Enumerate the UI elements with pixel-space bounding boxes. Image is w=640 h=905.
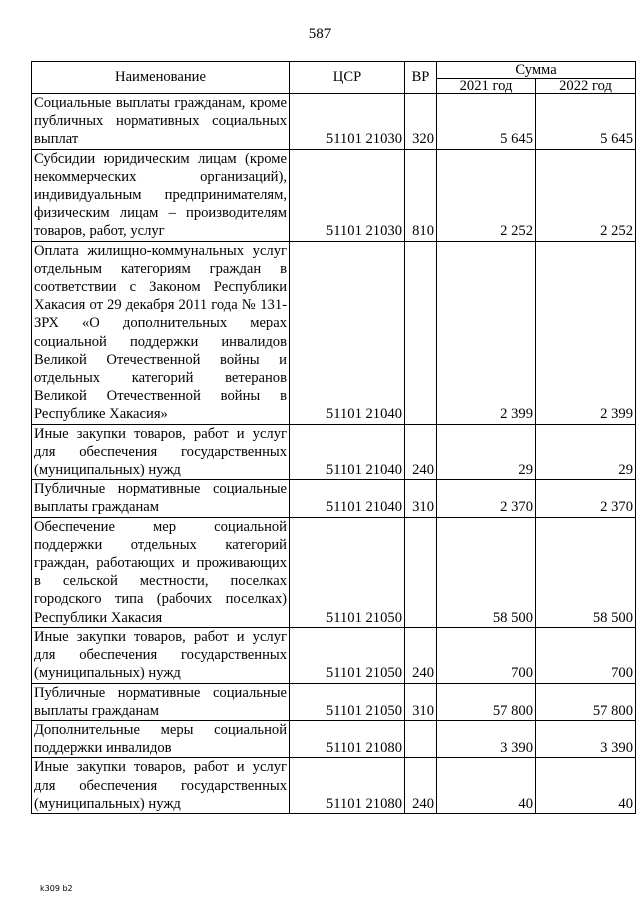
- table-row: [32, 517, 636, 627]
- row-vr-cell: [405, 241, 437, 424]
- table-row: [32, 758, 636, 814]
- row-csr-cell: 51101 21080: [290, 720, 405, 757]
- row-2021-cell: 58 500: [437, 517, 536, 627]
- row-csr-cell: 51101 21050: [290, 517, 405, 627]
- row-csr-cell: 51101 21040: [290, 241, 405, 424]
- table-row: [32, 720, 636, 757]
- row-2022-cell: 3 390: [536, 720, 636, 757]
- row-name-cell: Иные закупки товаров, работ и услуг для обеспечения государственных (муниципальных) нужд: [32, 758, 290, 814]
- row-vr-cell: 810: [405, 149, 437, 241]
- row-2021-cell: 2 399: [437, 241, 536, 424]
- row-csr-cell: 51101 21040: [290, 424, 405, 480]
- row-name-cell: Дополнительные меры социальной поддержки инвалидов: [32, 720, 290, 757]
- header-csr: ЦСР: [290, 62, 405, 94]
- row-2022-cell: 2 370: [536, 480, 636, 517]
- table-row: [32, 241, 636, 424]
- row-2021-cell: 40: [437, 758, 536, 814]
- row-name-cell: Обеспечение мер социальной поддержки отдельных категорий граждан, работающих и проживающих в сельской местности, поселках городского типа (рабочих поселках) Республики Хакасия: [32, 517, 290, 627]
- row-csr-cell: 51101 21050: [290, 627, 405, 683]
- row-2021-cell: 2 370: [437, 480, 536, 517]
- row-name-cell: Оплата жилищно-коммунальных услуг отдельным категориям граждан в соответствии с Законом Республики Хакасия от 29 декабря 2011 года № 131-ЗРХ «О дополнительных мерах социальной поддержки инвалидов Великой Отечественной войны и отдельных категорий ветеранов Великой Отечественной войны в Республике Хакасия»: [32, 241, 290, 424]
- row-csr-cell: 51101 21030: [290, 149, 405, 241]
- row-vr-cell: [405, 720, 437, 757]
- table-row: [32, 149, 636, 241]
- row-2021-cell: 3 390: [437, 720, 536, 757]
- row-2021-cell: 57 800: [437, 683, 536, 720]
- row-2021-cell: 2 252: [437, 149, 536, 241]
- page-number: 587: [308, 26, 332, 42]
- header-vr: ВР: [405, 62, 437, 94]
- row-vr-cell: 310: [405, 683, 437, 720]
- header-sum: Сумма: [437, 62, 636, 79]
- row-name-cell: Субсидии юридическим лицам (кроме некоммерческих организаций), индивидуальным предпринимателям, физическим лицам – производителям товаров, работ, услуг: [32, 149, 290, 241]
- row-vr-cell: 240: [405, 424, 437, 480]
- row-2021-cell: 5 645: [437, 94, 536, 150]
- table-body: [32, 94, 636, 814]
- footer-code: k309 b2: [40, 884, 73, 893]
- row-name-cell: Публичные нормативные социальные выплаты гражданам: [32, 683, 290, 720]
- row-2021-cell: 29: [437, 424, 536, 480]
- table-row: [32, 683, 636, 720]
- row-vr-cell: 320: [405, 94, 437, 150]
- row-name-cell: Иные закупки товаров, работ и услуг для обеспечения государственных (муниципальных) нужд: [32, 627, 290, 683]
- row-2022-cell: 58 500: [536, 517, 636, 627]
- row-name-cell: Иные закупки товаров, работ и услуг для обеспечения государственных (муниципальных) нужд: [32, 424, 290, 480]
- table-row: [32, 480, 636, 517]
- row-2022-cell: 29: [536, 424, 636, 480]
- header-year-2022: 2022 год: [536, 79, 636, 94]
- row-vr-cell: 240: [405, 758, 437, 814]
- header-year-2021: 2021 год: [437, 79, 536, 94]
- row-2022-cell: 57 800: [536, 683, 636, 720]
- table-row: [32, 424, 636, 480]
- row-2021-cell: 700: [437, 627, 536, 683]
- row-vr-cell: 240: [405, 627, 437, 683]
- row-csr-cell: 51101 21030: [290, 94, 405, 150]
- header-name: Наименование: [32, 62, 290, 94]
- row-csr-cell: 51101 21050: [290, 683, 405, 720]
- row-2022-cell: 2 252: [536, 149, 636, 241]
- header-row: [32, 62, 636, 79]
- row-vr-cell: [405, 517, 437, 627]
- row-2022-cell: 2 399: [536, 241, 636, 424]
- row-csr-cell: 51101 21080: [290, 758, 405, 814]
- row-csr-cell: 51101 21040: [290, 480, 405, 517]
- table-row: [32, 94, 636, 150]
- row-vr-cell: 310: [405, 480, 437, 517]
- row-name-cell: Публичные нормативные социальные выплаты гражданам: [32, 480, 290, 517]
- row-2022-cell: 5 645: [536, 94, 636, 150]
- table-row: [32, 627, 636, 683]
- row-2022-cell: 700: [536, 627, 636, 683]
- budget-table: [31, 61, 636, 814]
- row-2022-cell: 40: [536, 758, 636, 814]
- row-name-cell: Социальные выплаты гражданам, кроме публичных нормативных социальных выплат: [32, 94, 290, 150]
